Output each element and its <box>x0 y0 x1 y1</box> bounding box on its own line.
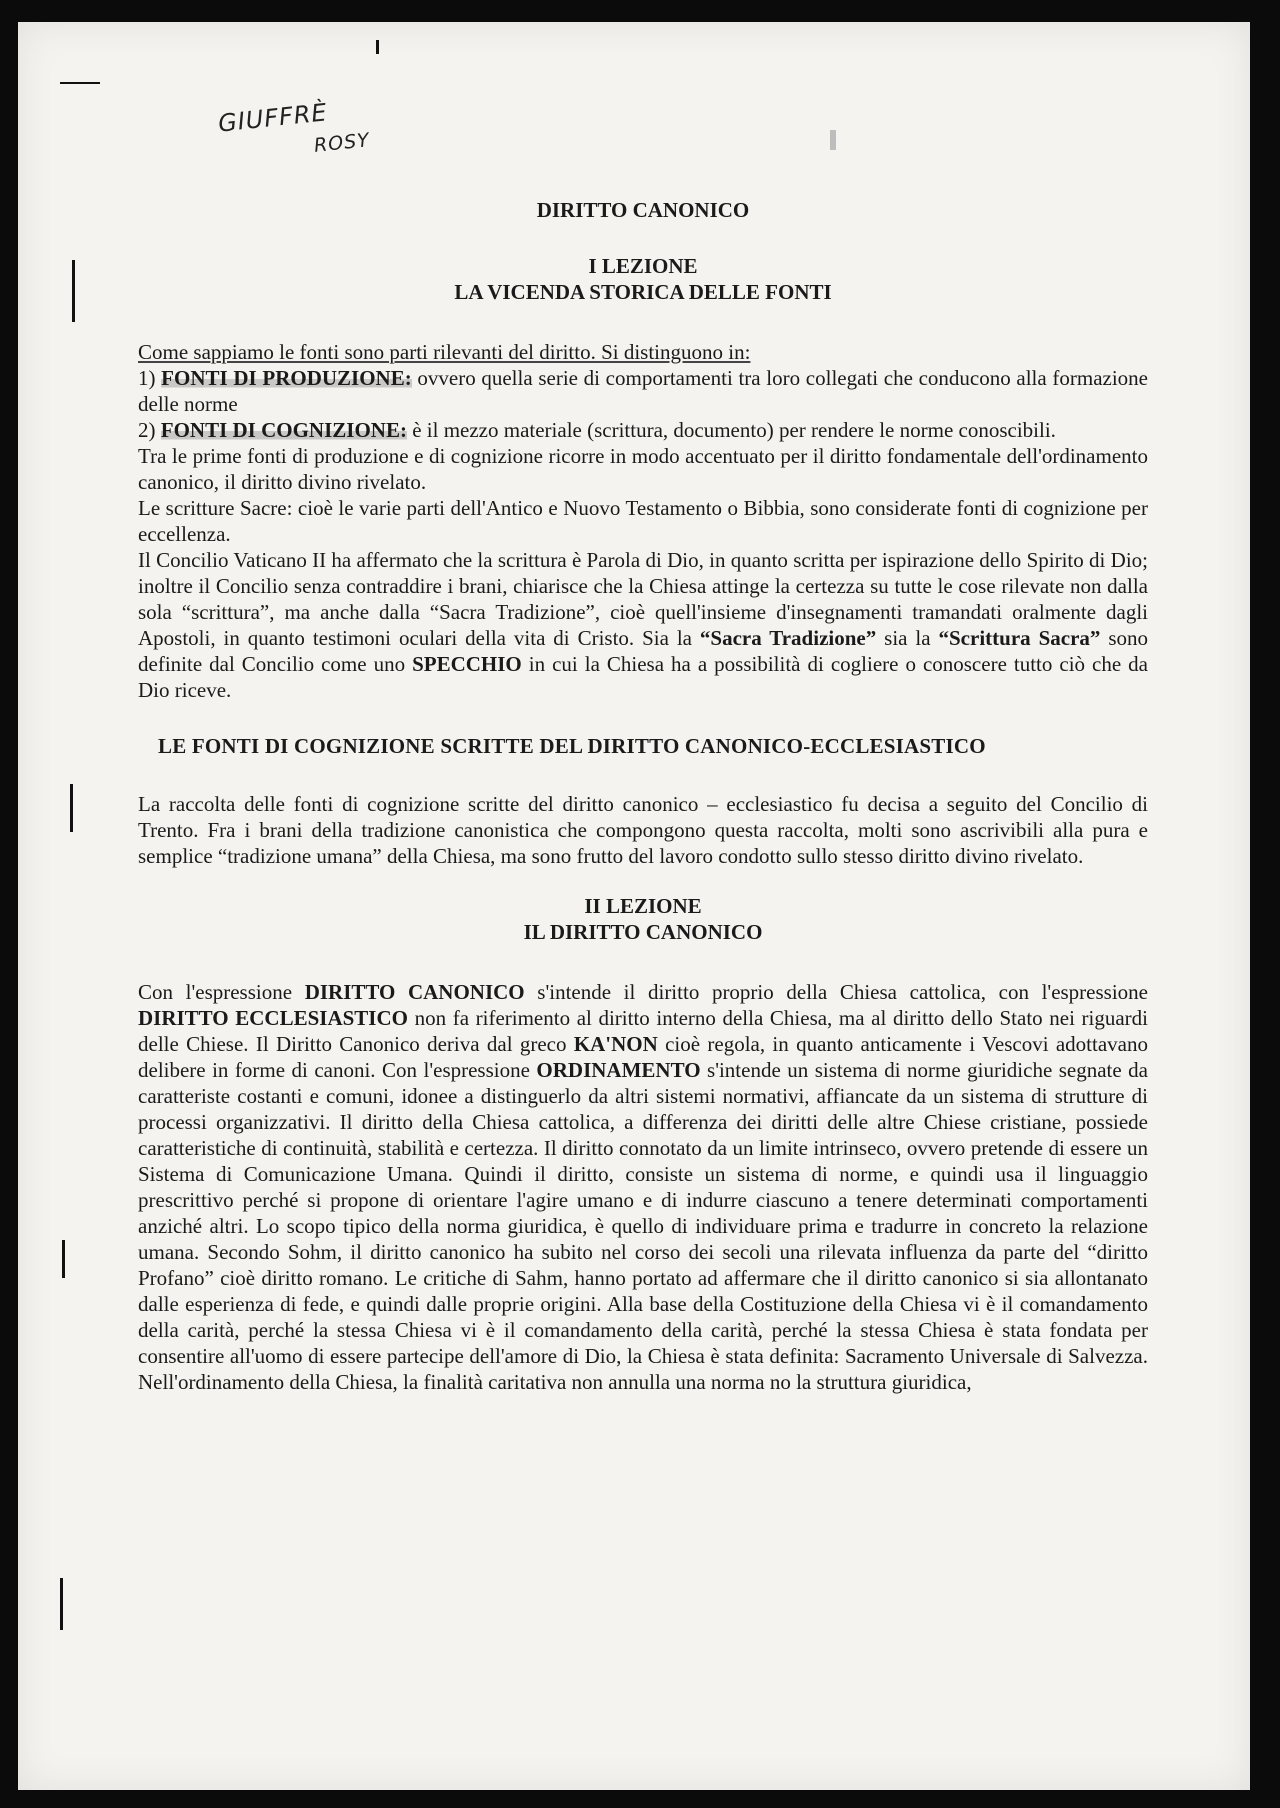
text-run: Con l'espressione <box>138 980 305 1004</box>
text-run: s'intende il diritto proprio della Chiesa cattolica, con l'espressione <box>524 980 1148 1004</box>
handwritten-name: GIUFFRÈ <box>216 98 329 138</box>
paragraph: La raccolta delle fonti di cognizione scritte del diritto canonico – ecclesiastico fu decisa a seguito del Concilio di Trento. Fra i brani della tradizione canonistica che compongono questa raccolta, molti sono ascrivibili alla pura e semplice “tradizione umana” della Chiesa, ma sono frutto del lavoro condotto sullo stesso diritto divino rivelato. <box>138 792 1148 868</box>
bold-term: KA'NON <box>573 1032 658 1056</box>
document-title: DIRITTO CANONICO <box>536 198 750 222</box>
lesson-1-header <box>138 253 1148 305</box>
text-run: non fa riferimento al diritto interno della Chiesa, ma al diritto dello Stato nei riguardi delle Chiese. Il Diritto Canonico deriva dal greco <box>138 1006 1148 1056</box>
lesson-1-heading: LA VICENDA STORICA DELLE FONTI <box>454 280 832 304</box>
scan-mark <box>70 784 73 832</box>
document-body <box>138 197 1148 1395</box>
scan-mark <box>62 1240 65 1278</box>
scan-mark <box>830 130 836 150</box>
text-run: sono definite dal Concilio come uno <box>138 626 1148 676</box>
list-item-text: è il mezzo materiale (scrittura, documento) per rendere le norme conoscibili. <box>406 418 1056 442</box>
bold-term: DIRITTO ECCLESIASTICO <box>138 1006 408 1030</box>
text-run: sia la <box>876 626 939 650</box>
lesson-2-heading: IL DIRITTO CANONICO <box>523 920 763 944</box>
scan-mark <box>60 1578 63 1630</box>
paragraph: Tra le prime fonti di produzione e di cognizione ricorre in modo accentuato per il diritto fondamentale dell'ordinamento canonico, il diritto divino rivelato. <box>138 444 1148 494</box>
list-item-1 <box>138 365 1148 417</box>
intro-paragraph <box>138 339 1148 365</box>
lesson-2-header <box>138 893 1148 945</box>
handwritten-name-2: ROSY <box>313 129 371 157</box>
text-run: cioè regola, in quanto anticamente i Vescovi adottavano delibere in forme di canoni. Con l'espressione <box>138 1032 1148 1082</box>
bold-term: DIRITTO CANONICO <box>304 980 525 1004</box>
bold-term: SPECCHIO <box>412 652 522 676</box>
lesson-2-number: II LEZIONE <box>584 894 702 918</box>
document-page <box>18 22 1250 1790</box>
paragraph: Le scritture Sacre: cioè le varie parti dell'Antico e Nuovo Testamento o Bibbia, sono considerate fonti di cognizione per eccellenza. <box>138 496 1148 546</box>
list-item-text: ovvero quella serie di comportamenti tra loro collegati che conducono alla formazione delle norme <box>138 366 1148 416</box>
text-run: s'intende un sistema di norme giuridiche segnate da caratteriste costanti e comuni, idonee a distinguerlo da altri sistemi normativi, affiancate da un sistema di strutture di processi organizzativi. Il diritto della Chiesa cattolica, a differenza dei diritti delle altre Chiese cristiane, possiede caratteristiche di continuità, stabilità e certezza. Il diritto connotato da un limite intrinseco, ovvero pretende di essere un Sistema di Comunicazione Umana. Quindi il diritto, consiste un sistema di norme, e quindi usa il linguaggio prescrittivo perché si propone di orientare l'agire umano e di indurre ciascuno a tenere determinati comportamenti anziché altri. Lo scopo tipico della norma giuridica, è quello di individuare prima e tradurre in concreto la relazione umana. Secondo Sohm, il diritto canonico ha subito nel corso dei secoli una rilevata influenza da parte del “diritto Profano” cioè diritto romano. Le critiche di Sahm, hanno portato ad affermare che il diritto canonico si sia allontanato dalle esperienza di fede, e quindi dalle proprie origini. Alla base della Costituzione della Chiesa vi è il comandamento della carità, perché la stessa Chiesa vi è il comandamento della carità, perché la stessa Chiesa è stata fondata per consentire all'uomo di essere partecipe dell'amore di Dio, la Chiesa è stata definita: Sacramento Universale di Salvezza. Nell'ordinamento della Chiesa, la finalità caritativa non annulla una norma no la struttura giuridica, <box>138 1058 1149 1394</box>
bold-term: ORDINAMENTO <box>536 1058 701 1082</box>
list-item-2 <box>138 417 1148 443</box>
text-run: in cui la Chiesa ha a possibilità di cogliere o conoscere tutto ciò che da Dio riceve. <box>138 652 1148 702</box>
intro-text: Come sappiamo le fonti sono parti rilevanti del diritto. Si distinguono in: <box>138 340 751 364</box>
text-run: Il Concilio Vaticano II ha affermato che la scrittura è Parola di Dio, in quanto scritta per ispirazione dello Spirito di Dio; inoltre il Concilio senza contraddire i brani, chiarisce che la Chiesa attinge la certezza su tutte le cose rilevate non dalla sola “scrittura”, ma anche dalla “Sacra Tradizione”, cioè quell'insieme d'insegnamenti tramandati oralmente dagli Apostoli, in quanto testimoni oculari della vita di Cristo. Sia la <box>138 548 1148 650</box>
bold-term: “Sacra Tradizione” <box>699 626 877 650</box>
paragraph <box>138 979 1148 1395</box>
scan-mark <box>72 260 75 322</box>
term-fonti-cognizione: FONTI DI COGNIZIONE: <box>160 418 407 442</box>
lesson-1-number: I LEZIONE <box>588 254 698 278</box>
section-heading: LE FONTI DI COGNIZIONE SCRITTE DEL DIRITTO CANONICO-ECCLESIASTICO <box>158 734 986 758</box>
bold-term: “Scrittura Sacra” <box>938 626 1101 650</box>
list-number: 2) <box>138 418 161 442</box>
scan-mark <box>60 82 100 84</box>
list-number: 1) <box>138 366 162 390</box>
term-fonti-produzione: FONTI DI PRODUZIONE: <box>161 366 412 390</box>
scan-mark <box>376 40 379 54</box>
paragraph <box>138 547 1148 703</box>
